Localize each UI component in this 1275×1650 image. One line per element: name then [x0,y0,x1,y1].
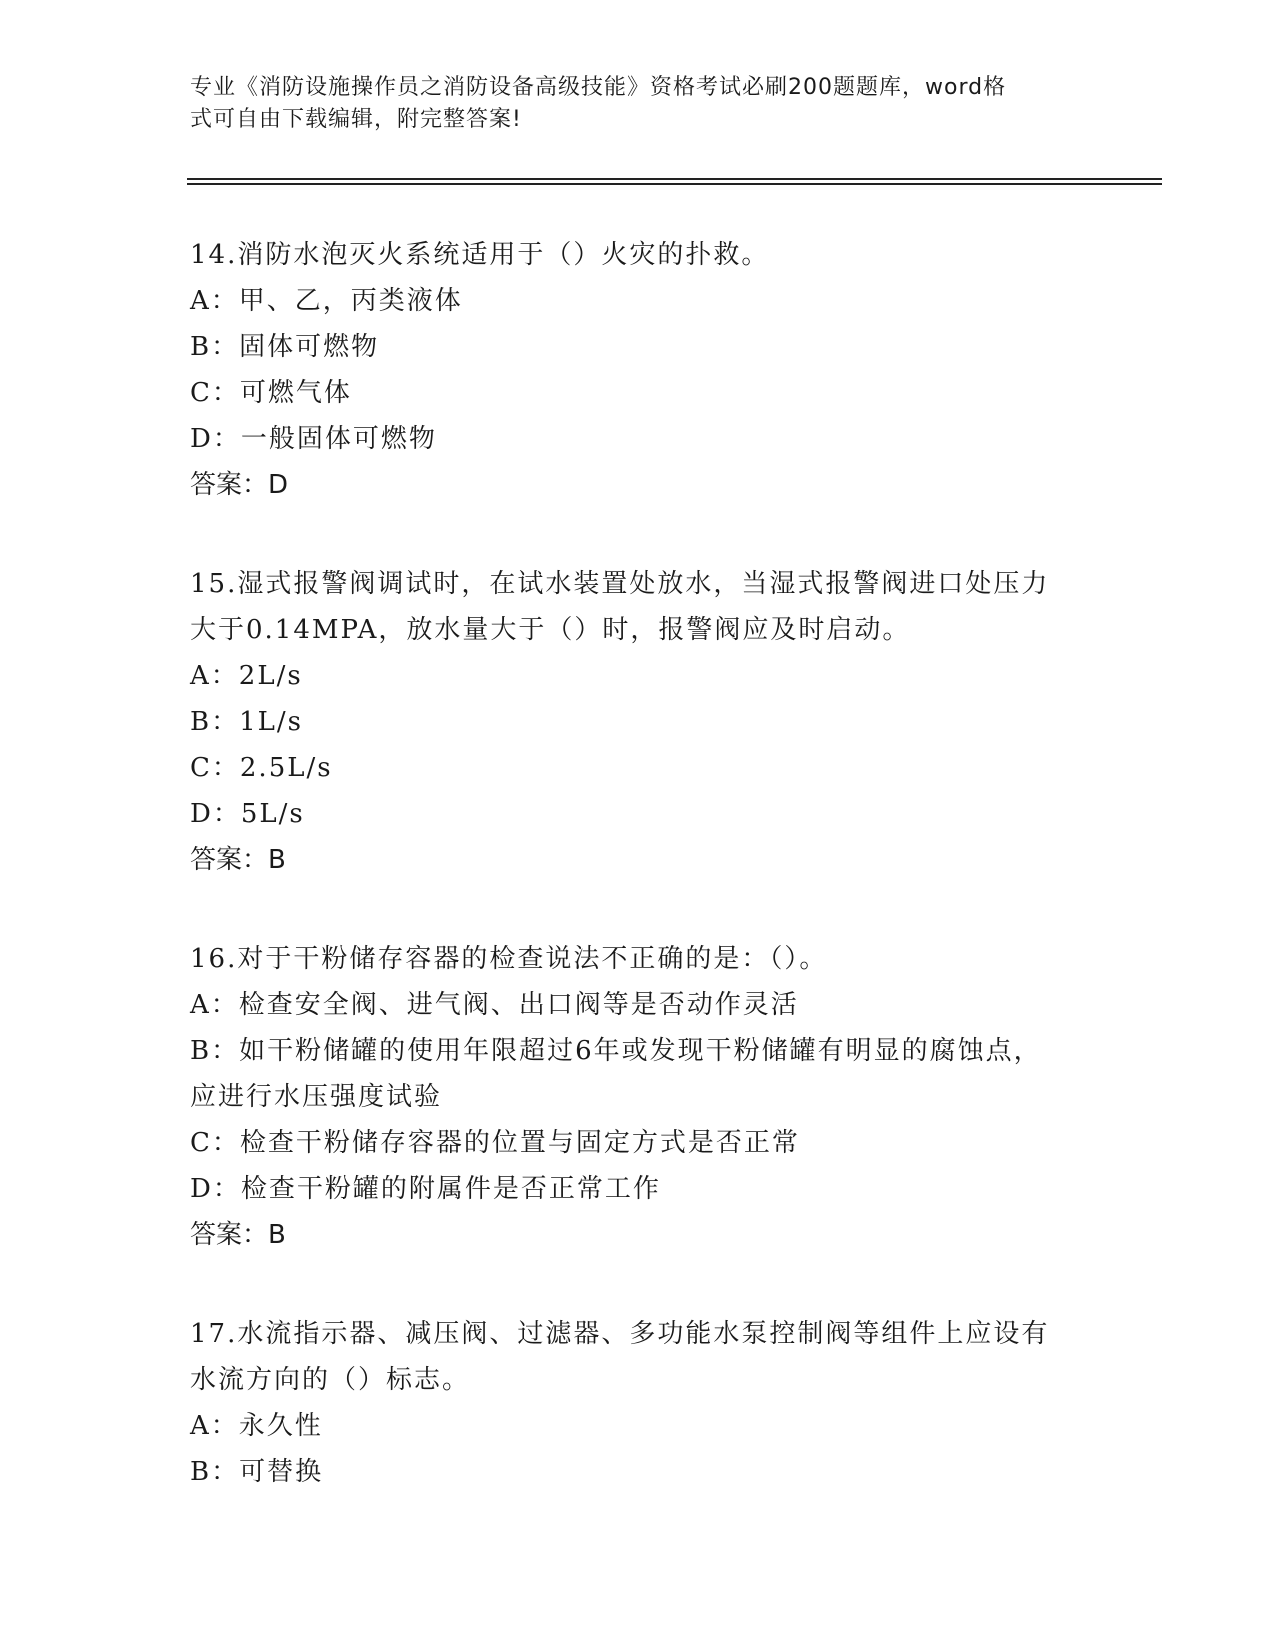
option-a: A：甲、乙，丙类液体 [190,286,463,316]
question-text: 14.消防水泡灭火系统适用于（）火灾的扑救。 [190,240,770,270]
option-d: D：一般固体可燃物 [190,424,437,454]
option-c: C：检查干粉储存容器的位置与固定方式是否正常 [190,1128,800,1158]
question-14 [190,232,1090,508]
option-c: C：可燃气体 [190,378,352,408]
option-d: D：检查干粉罐的附属件是否正常工作 [190,1174,661,1204]
answer: 答案：B [190,1220,286,1250]
option-a: A：检查安全阀、进气阀、出口阀等是否动作灵活 [190,990,799,1020]
option-b: B：1L/s [190,707,304,737]
option-c: C：2.5L/s [190,753,333,783]
option-b: B：如干粉储罐的使用年限超过6年或发现干粉储罐有明显的腐蚀点， [190,1036,1042,1066]
option-b: B：固体可燃物 [190,332,380,362]
question-list [190,232,1090,1548]
option-a: A：2L/s [190,661,303,691]
header-line-2: 式可自由下载编辑，附完整答案! [190,107,522,132]
question-15 [190,561,1090,883]
option-d: D：5L/s [190,799,305,829]
question-text: 15.湿式报警阀调试时，在试水装置处放水，当湿式报警阀进口处压力 [190,569,1050,599]
header-rule-bottom [187,183,1162,185]
header-line-1: 专业《消防设施操作员之消防设备高级技能》资格考试必刷200题题库，word格 [190,75,1007,100]
answer: 答案：B [190,845,286,875]
header-rule-top [187,178,1162,180]
option-b: B：可替换 [190,1457,324,1487]
question-text: 17.水流指示器、减压阀、过滤器、多功能水泵控制阀等组件上应设有 [190,1319,1050,1349]
question-text-continued: 大于0.14MPA，放水量大于（）时，报警阀应及时启动。 [190,615,911,645]
question-16 [190,936,1090,1258]
question-17 [190,1311,1090,1495]
option-a: A：永久性 [190,1411,323,1441]
question-text-continued: 水流方向的（）标志。 [190,1365,471,1395]
answer: 答案：D [190,470,289,500]
question-text: 16.对于干粉储存容器的检查说法不正确的是：（）。 [190,944,828,974]
option-b-continued: 应进行水压强度试验 [190,1082,443,1112]
document-header [190,72,1090,136]
